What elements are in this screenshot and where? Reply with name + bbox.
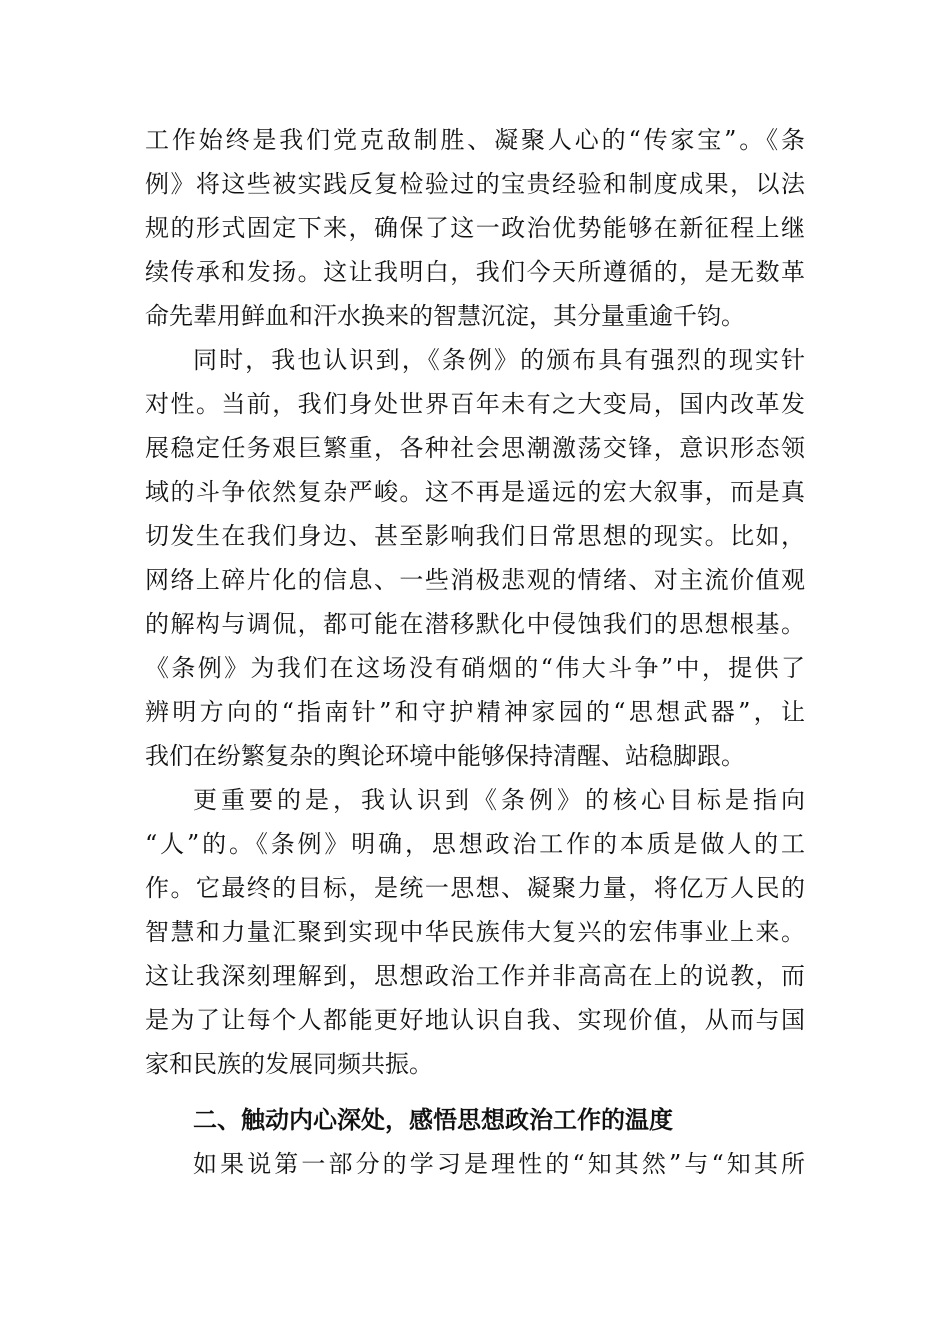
text-line: 的解构与调侃，都可能在潜移默化中侵蚀我们的思想根基。 [145,610,805,638]
text-line: 续传承和发扬。这让我明白，我们今天所遵循的，是无数革 [145,258,805,286]
text-line: 规的形式固定下来，确保了这一政治优势能够在新征程上继 [145,214,805,242]
text-line: 网络上碎片化的信息、一些消极悲观的情绪、对主流价值观 [145,566,805,594]
paragraph-start-line: 更重要的是，我认识到《条例》的核心目标是指向 [193,786,805,814]
text-line: 域的斗争依然复杂严峻。这不再是遥远的宏大叙事，而是真 [145,478,805,506]
section-heading: 二、触动内心深处，感悟思想政治工作的温度 [193,1106,673,1134]
text-line: 工作始终是我们党克敌制胜、凝聚人心的“传家宝”。《条 [145,126,805,154]
text-line: “人”的。《条例》明确，思想政治工作的本质是做人的工 [145,830,805,858]
text-line: 切发生在我们身边、甚至影响我们日常思想的现实。比如， [145,522,805,550]
text-line: 作。它最终的目标，是统一思想、凝聚力量，将亿万人民的 [145,874,805,902]
text-line: 展稳定任务艰巨繁重，各种社会思潮激荡交锋，意识形态领 [145,434,805,462]
text-line: 辨明方向的“指南针”和守护精神家园的“思想武器”，让 [145,698,805,726]
text-line: 智慧和力量汇聚到实现中华民族伟大复兴的宏伟事业上来。 [145,918,805,946]
text-line: 是为了让每个人都能更好地认识自我、实现价值，从而与国 [145,1006,805,1034]
text-line: 家和民族的发展同频共振。 [145,1050,433,1078]
text-line: 这让我深刻理解到，思想政治工作并非高高在上的说教，而 [145,962,805,990]
text-line: 例》将这些被实践反复检验过的宝贵经验和制度成果，以法 [145,170,805,198]
text-line: 对性。当前，我们身处世界百年未有之大变局，国内改革发 [145,390,805,418]
text-line: 我们在纷繁复杂的舆论环境中能够保持清醒、站稳脚跟。 [145,742,745,770]
paragraph-start-line: 同时，我也认识到，《条例》的颁布具有强烈的现实针 [193,346,805,374]
paragraph-start-line: 如果说第一部分的学习是理性的“知其然”与“知其所 [193,1150,805,1178]
text-line: 命先辈用鲜血和汗水换来的智慧沉淀，其分量重逾千钧。 [145,302,745,330]
text-line: 《条例》为我们在这场没有硝烟的“伟大斗争”中，提供了 [145,654,805,682]
